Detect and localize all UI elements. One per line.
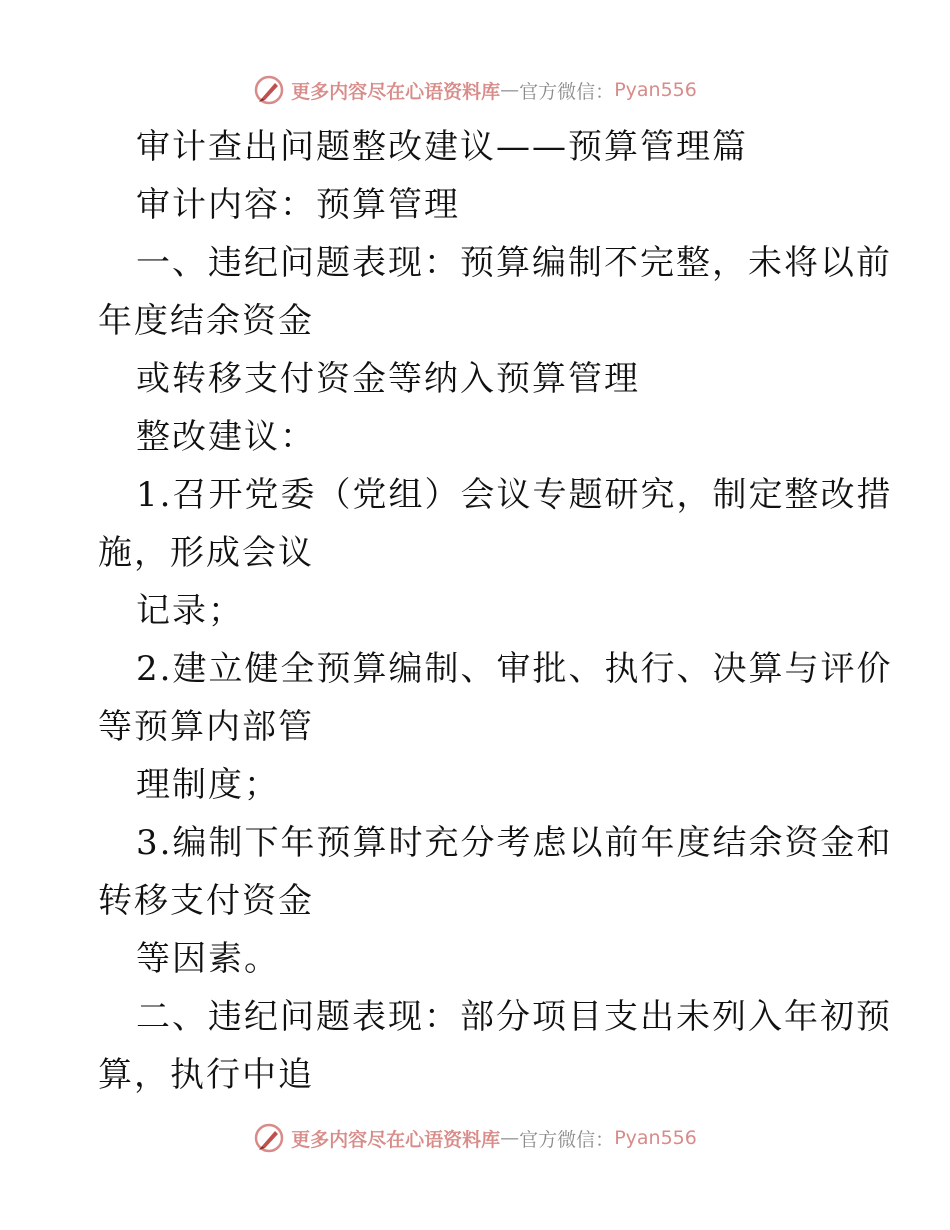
- watermark-wechat-id: Pyan556: [614, 79, 697, 101]
- footer-watermark: [0, 1118, 950, 1158]
- list-item-line: 施，形成会议: [98, 533, 314, 573]
- list-item-line: 3.编制下年预算时充分考虑以前年度结余资金和: [136, 823, 893, 863]
- list-item-line: 记录；: [136, 591, 244, 631]
- header-watermark: [0, 70, 950, 110]
- paragraph-line: 二、违纪问题表现：部分项目支出未列入年初预: [136, 997, 892, 1037]
- watermark-slogan: 更多内容尽在心语资料库: [291, 1128, 501, 1151]
- watermark-wechat-label: 官方微信：: [519, 80, 615, 103]
- audit-content-line: 审计内容：预算管理: [136, 185, 460, 225]
- watermark-slogan: 更多内容尽在心语资料库: [291, 80, 501, 103]
- list-item-line: 1.召开党委（党组）会议专题研究，制定整改措: [136, 475, 893, 515]
- list-item-line: 理制度；: [136, 765, 280, 805]
- paragraph-line: 一、违纪问题表现：预算编制不完整，未将以前: [136, 243, 892, 283]
- list-item-line: 转移支付资金: [98, 881, 314, 921]
- watermark-dash: —: [500, 79, 520, 101]
- watermark-dash: —: [500, 1127, 520, 1149]
- paragraph-line: 算，执行中追: [98, 1055, 314, 1095]
- document-body: [98, 118, 893, 1104]
- list-item-line: 等预算内部管: [98, 707, 314, 747]
- watermark-wechat-label: 官方微信：: [519, 1128, 615, 1151]
- quill-pen-logo-icon: [253, 1122, 285, 1154]
- section-heading: 整改建议：: [136, 417, 316, 457]
- document-title: 审计查出问题整改建议——预算管理篇: [136, 127, 748, 167]
- quill-pen-logo-icon: [253, 74, 285, 106]
- paragraph-line: 或转移支付资金等纳入预算管理: [136, 359, 640, 399]
- list-item-line: 等因素。: [136, 939, 280, 979]
- watermark-wechat-id: Pyan556: [614, 1127, 697, 1149]
- paragraph-line: 年度结余资金: [98, 301, 314, 341]
- list-item-line: 2.建立健全预算编制、审批、执行、决算与评价: [136, 649, 893, 689]
